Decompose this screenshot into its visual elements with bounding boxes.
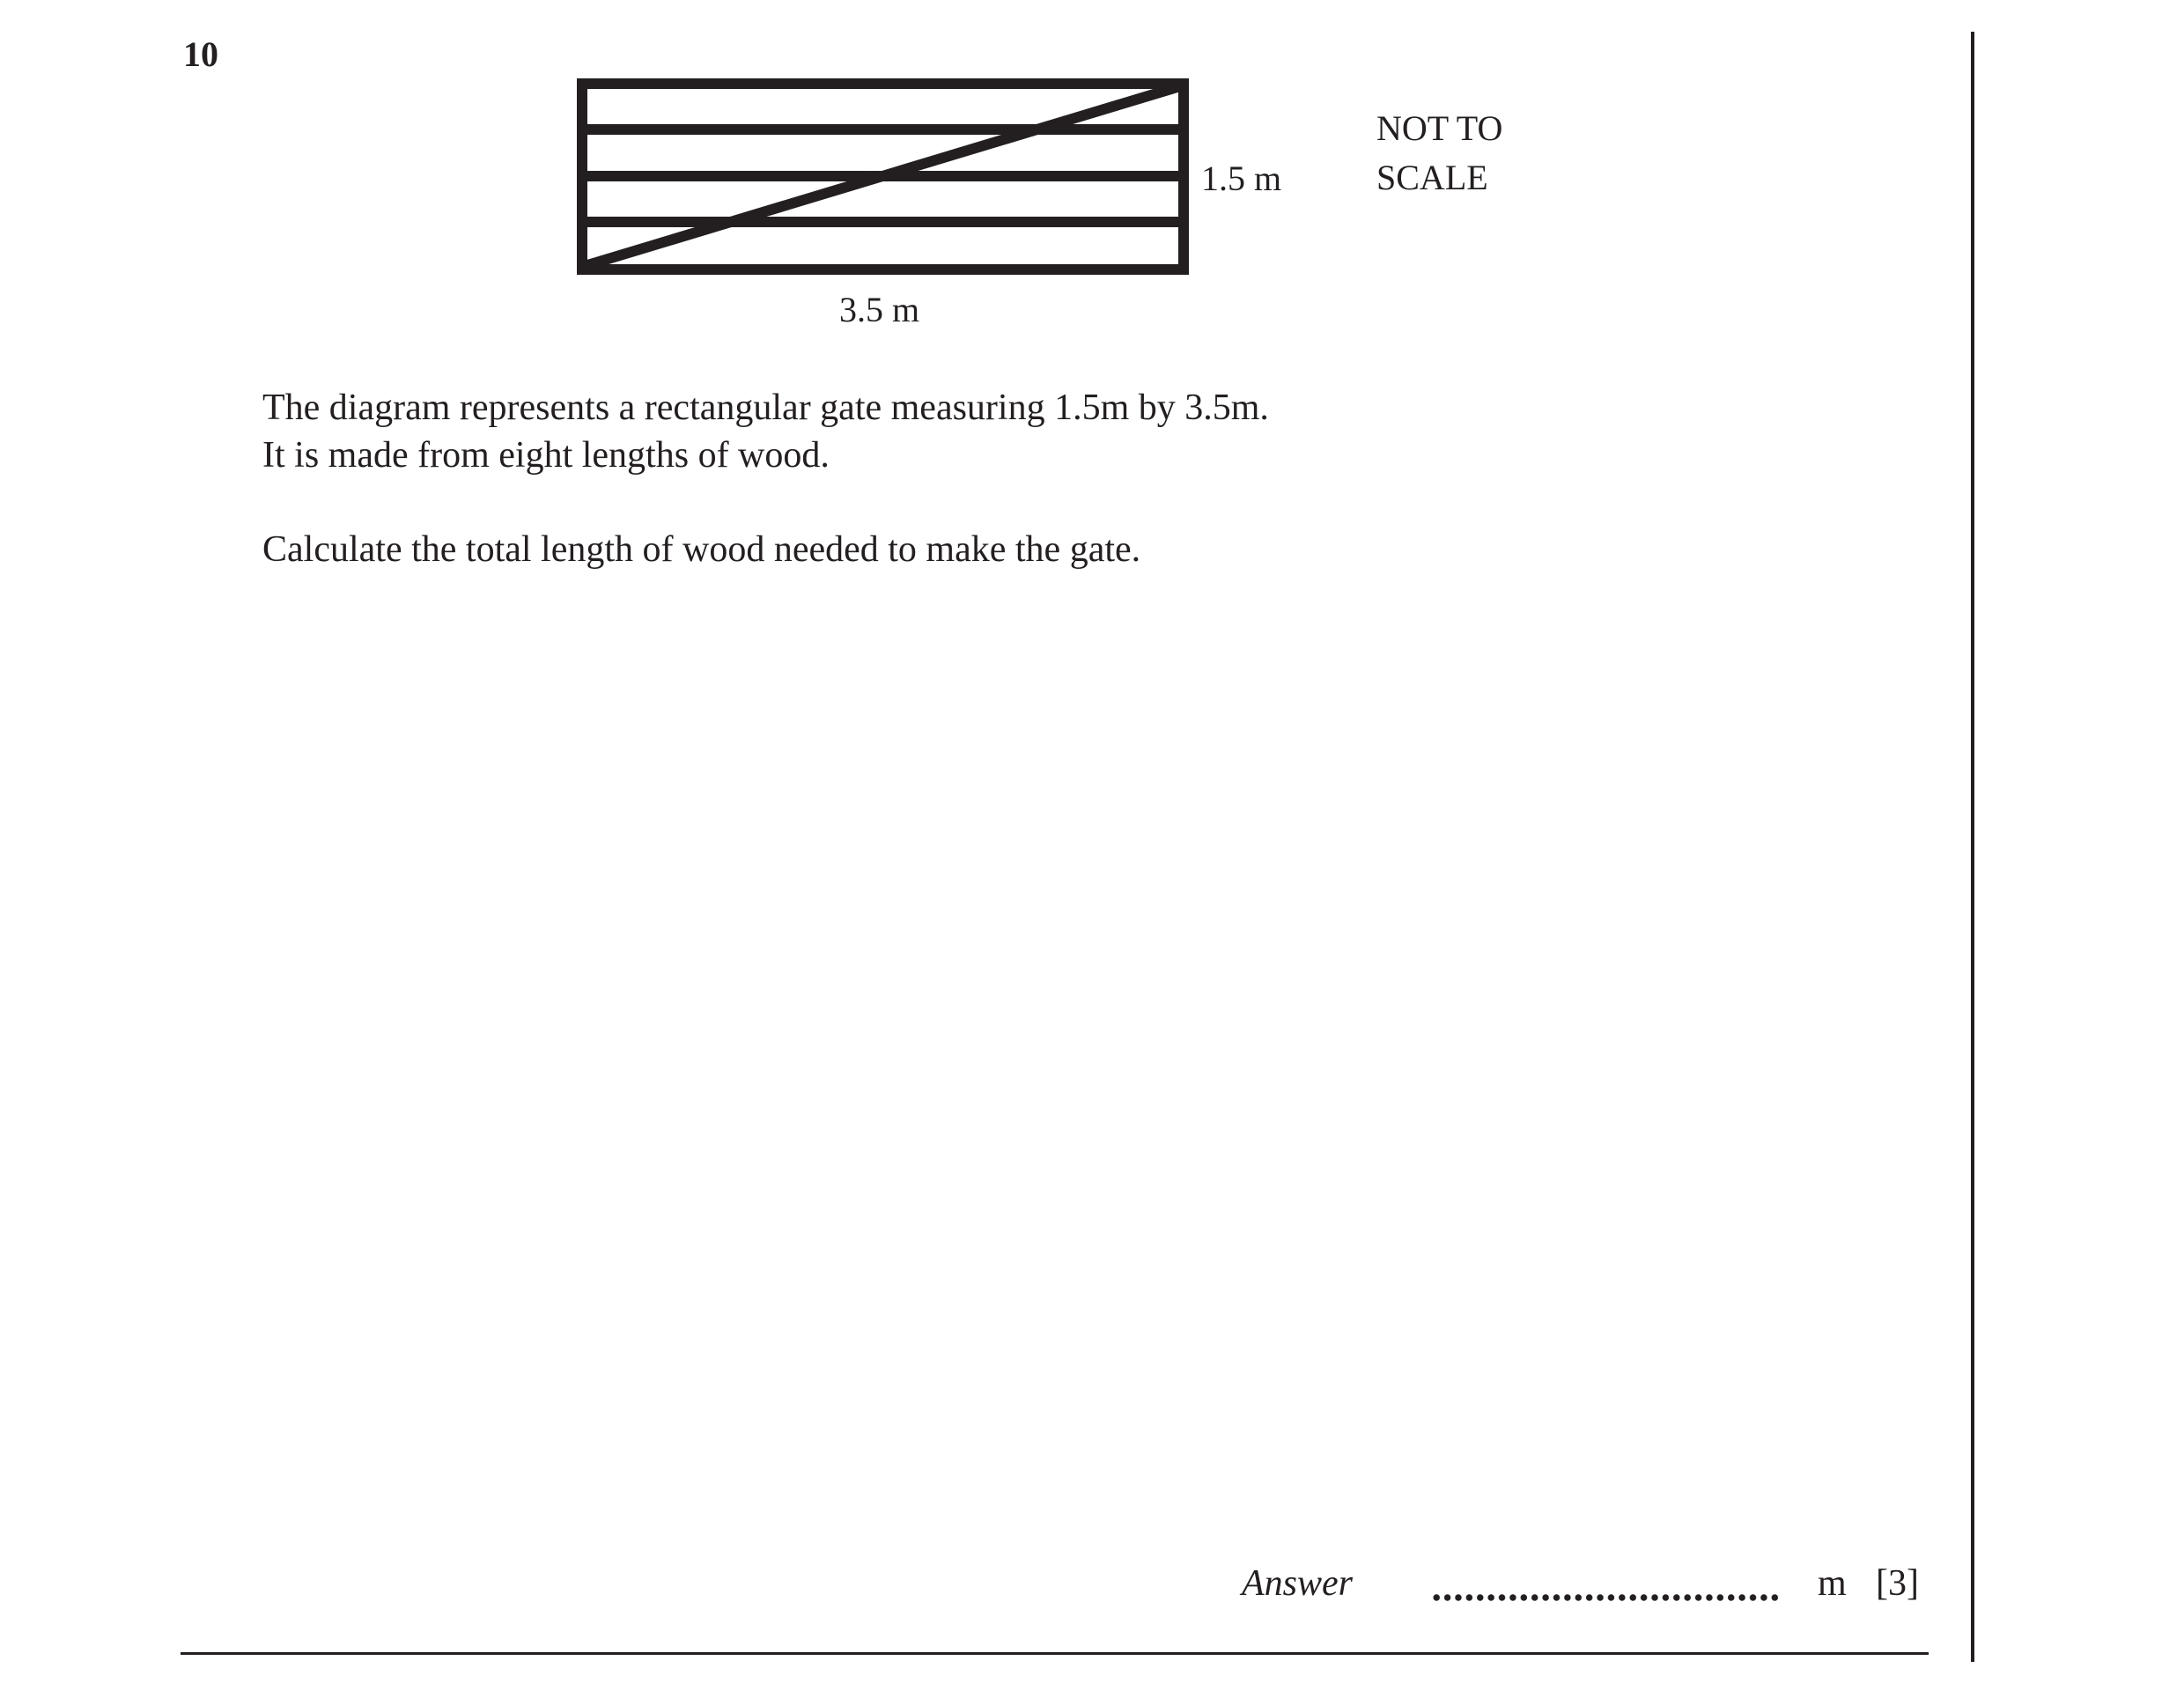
answer-label: Answer bbox=[1242, 1563, 1353, 1604]
gate-height-label: 1.5 m bbox=[1201, 159, 1282, 198]
scale-note-line-2: SCALE bbox=[1376, 158, 1488, 197]
not-to-scale-note bbox=[1376, 104, 1502, 203]
question-number: 10 bbox=[183, 34, 218, 74]
mark-allocation: [3] bbox=[1876, 1563, 1919, 1604]
gate-width-label: 3.5 m bbox=[839, 290, 920, 329]
question-line-1: The diagram represents a rectangular gate measuring 1.5m by 3.5m. bbox=[262, 388, 1269, 428]
gate-diagram bbox=[0, 0, 2184, 370]
question-instruction: Calculate the total length of wood needed to make the gate. bbox=[262, 529, 1141, 570]
answer-line[interactable] bbox=[1431, 1591, 1779, 1604]
question-line-2: It is made from eight lengths of wood. bbox=[262, 435, 830, 476]
bottom-rule bbox=[181, 1652, 1929, 1655]
scale-note-line-1: NOT TO bbox=[1376, 108, 1503, 148]
answer-unit: m bbox=[1818, 1563, 1847, 1604]
question-text bbox=[262, 384, 1848, 573]
